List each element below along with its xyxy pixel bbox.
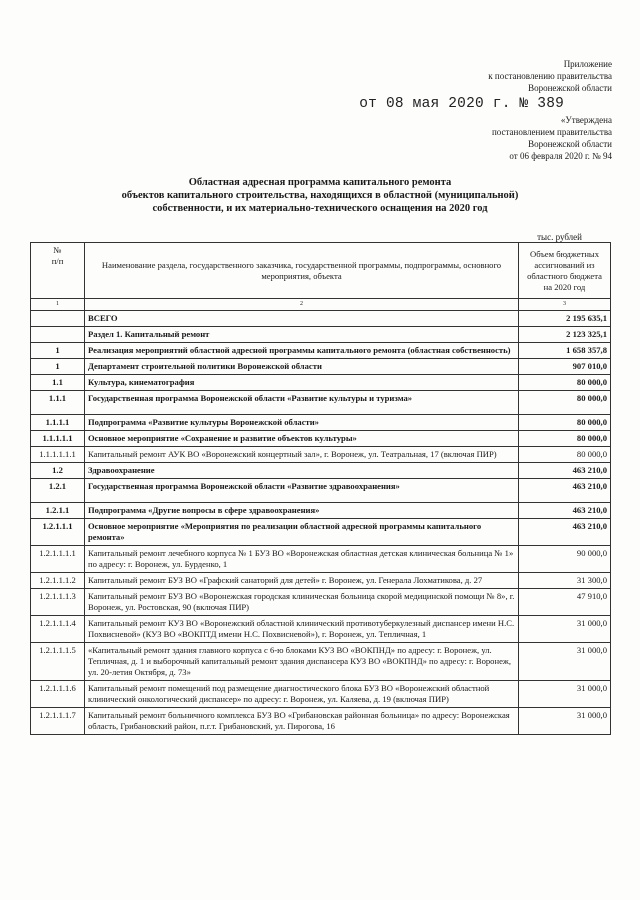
row-value: 31 000,0 (519, 681, 611, 708)
row-number: 1.2.1.1.1.2 (31, 573, 85, 589)
row-name: Капитальный ремонт больничного комплекса БУЗ ВО «Грибановская районная больница» по адресу: Воронежская область, Грибановский район, п.г.т. Грибановский, ул. Пирогова, 16 (85, 708, 519, 735)
row-number: 1.2.1 (31, 479, 85, 503)
table-row (31, 573, 611, 589)
row-value: 90 000,0 (519, 546, 611, 573)
row-name: Подпрограмма «Развитие культуры Воронежской области» (85, 415, 519, 431)
title-line-3: собственности, и их материально-технического оснащения на 2020 год (152, 203, 488, 214)
table-row (31, 681, 611, 708)
approved-label: «Утверждена (560, 115, 612, 125)
row-value: 1 658 357,8 (519, 343, 611, 359)
approved-region: Воронежской области (528, 139, 612, 149)
index-col-1: 1 (31, 299, 85, 311)
row-number: 1.2.1.1.1.1 (31, 546, 85, 573)
row-number: 1.2.1.1 (31, 503, 85, 519)
row-number: 1.2.1.1.1.7 (31, 708, 85, 735)
row-value: 80 000,0 (519, 415, 611, 431)
appendix-region: Воронежской области (528, 83, 612, 93)
table-row (31, 546, 611, 573)
row-value: 31 000,0 (519, 708, 611, 735)
row-value: 31 000,0 (519, 643, 611, 681)
row-number: 1.1.1 (31, 391, 85, 415)
table-row (31, 375, 611, 391)
table-row (31, 447, 611, 463)
row-value: 463 210,0 (519, 503, 611, 519)
row-name: Капитальный ремонт БУЗ ВО «Воронежская городская клиническая больница скорой медицинской помощи № 8», г. Воронеж, ул. Ростовская, 90 (включая ПИР) (85, 589, 519, 616)
table-row (31, 616, 611, 643)
row-name: Здравоохранение (85, 463, 519, 479)
row-number: 1.1.1.1.1.1 (31, 447, 85, 463)
row-name: Основное мероприятие «Мероприятия по реализации областной адресной программы капитального ремонта» (85, 519, 519, 546)
row-value: 80 000,0 (519, 431, 611, 447)
row-name: Капитальный ремонт помещений под размещение диагностического блока БУЗ ВО «Воронежский областной клинический онкологический диспансер» по адресу: г. Воронеж, ул. Каляева, д. 19 (включая ПИР) (85, 681, 519, 708)
row-value: 47 910,0 (519, 589, 611, 616)
index-col-3: 3 (519, 299, 611, 311)
row-name: Основное мероприятие «Сохранение и развитие объектов культуры» (85, 431, 519, 447)
table-row (31, 708, 611, 735)
document-title (60, 176, 580, 215)
row-name: Государственная программа Воронежской области «Развитие здравоохранения» (85, 479, 519, 503)
index-col-2: 2 (85, 299, 519, 311)
row-name: Государственная программа Воронежской области «Развитие культуры и туризма» (85, 391, 519, 415)
appendix-decree-ref: к постановлению правительства (488, 71, 612, 81)
row-name: Капитальный ремонт БУЗ ВО «Графский санаторий для детей» г. Воронеж, ул. Генерала Лохматикова, д. 27 (85, 573, 519, 589)
header-num: № п/п (31, 243, 85, 299)
row-number (31, 311, 85, 327)
budget-table (30, 242, 611, 735)
row-value: 463 210,0 (519, 479, 611, 503)
row-number: 1.1.1.1.1 (31, 431, 85, 447)
decree-date-number: от 08 мая 2020 г. № 389 (359, 96, 564, 112)
row-name: Департамент строительной политики Воронежской области (85, 359, 519, 375)
appendix-header (488, 58, 612, 94)
row-value: 2 123 325,1 (519, 327, 611, 343)
row-value: 463 210,0 (519, 463, 611, 479)
row-number: 1 (31, 359, 85, 375)
row-name: Капитальный ремонт лечебного корпуса № 1 БУЗ ВО «Воронежская областная детская клиническая больница № 1» по адресу: г. Воронеж, ул. Бурденко, 1 (85, 546, 519, 573)
row-value: 2 195 635,1 (519, 311, 611, 327)
approved-by: постановлением правительства (491, 127, 612, 137)
row-name: Реализация мероприятий областной адресной программы капитального ремонта (областная собственность) (85, 343, 519, 359)
row-number: 1.2.1.1.1.4 (31, 616, 85, 643)
row-number: 1.2 (31, 463, 85, 479)
table-row (31, 359, 611, 375)
row-number: 1.1.1.1 (31, 415, 85, 431)
row-name: Подпрограмма «Другие вопросы в сфере здравоохранения» (85, 503, 519, 519)
row-number: 1.2.1.1.1 (31, 519, 85, 546)
table-row (31, 311, 611, 327)
row-number: 1.1 (31, 375, 85, 391)
row-value: 80 000,0 (519, 391, 611, 415)
row-name: Капитальный ремонт КУЗ ВО «Воронежский областной клинический противотуберкулезный диспансер имени Н.С. Похвисневой» (КУЗ ВО «ВОКПТД имени Н.С. Похвисневой»), г. Воронеж, ул. Тепличная, 1 (85, 616, 519, 643)
row-value: 907 010,0 (519, 359, 611, 375)
table-row (31, 415, 611, 431)
row-name: Культура, кинематография (85, 375, 519, 391)
table-row (31, 463, 611, 479)
appendix-label: Приложение (563, 59, 612, 69)
row-name: Раздел 1. Капитальный ремонт (85, 327, 519, 343)
units-label: тыс. рублей (537, 232, 582, 242)
row-number: 1.2.1.1.1.5 (31, 643, 85, 681)
header-name: Наименование раздела, государственного заказчика, государственной программы, подпрограммы, основного мероприятия, объекта (85, 243, 519, 299)
row-number: 1.2.1.1.1.6 (31, 681, 85, 708)
row-value: 31 300,0 (519, 573, 611, 589)
row-value: 80 000,0 (519, 447, 611, 463)
row-number: 1.2.1.1.1.3 (31, 589, 85, 616)
row-value: 80 000,0 (519, 375, 611, 391)
table-body (31, 311, 611, 735)
row-value: 463 210,0 (519, 519, 611, 546)
row-name: ВСЕГО (85, 311, 519, 327)
header-volume: Объем бюджетных ассигнований из областного бюджета на 2020 год (519, 243, 611, 299)
title-line-2: объектов капитального строительства, находящихся в областной (муниципальной) (121, 190, 519, 201)
row-name: Капитальный ремонт АУК ВО «Воронежский концертный зал», г. Воронеж, ул. Театральная, 17 (включая ПИР) (85, 447, 519, 463)
table-row (31, 589, 611, 616)
table-row (31, 343, 611, 359)
row-number: 1 (31, 343, 85, 359)
table-row (31, 391, 611, 415)
table-row (31, 479, 611, 503)
table-row (31, 643, 611, 681)
table-row (31, 431, 611, 447)
table-row (31, 519, 611, 546)
approved-date: от 06 февраля 2020 г. № 94 (509, 151, 612, 161)
table-row (31, 503, 611, 519)
title-line-1: Областная адресная программа капитального ремонта (188, 177, 452, 188)
row-name: «Капитальный ремонт здания главного корпуса с 6-ю блоками КУЗ ВО «ВОКПНД» по адресу: г. Воронеж, ул. Тепличная, д. 1 и выборочный капитальный ремонт здания диспансера КУЗ ВО «ВОКПНД» по адресу: г. Воронеж, ул. 20-летия Октября, д. 73» (85, 643, 519, 681)
row-number (31, 327, 85, 343)
row-value: 31 000,0 (519, 616, 611, 643)
approved-block (492, 114, 612, 162)
table-row (31, 327, 611, 343)
